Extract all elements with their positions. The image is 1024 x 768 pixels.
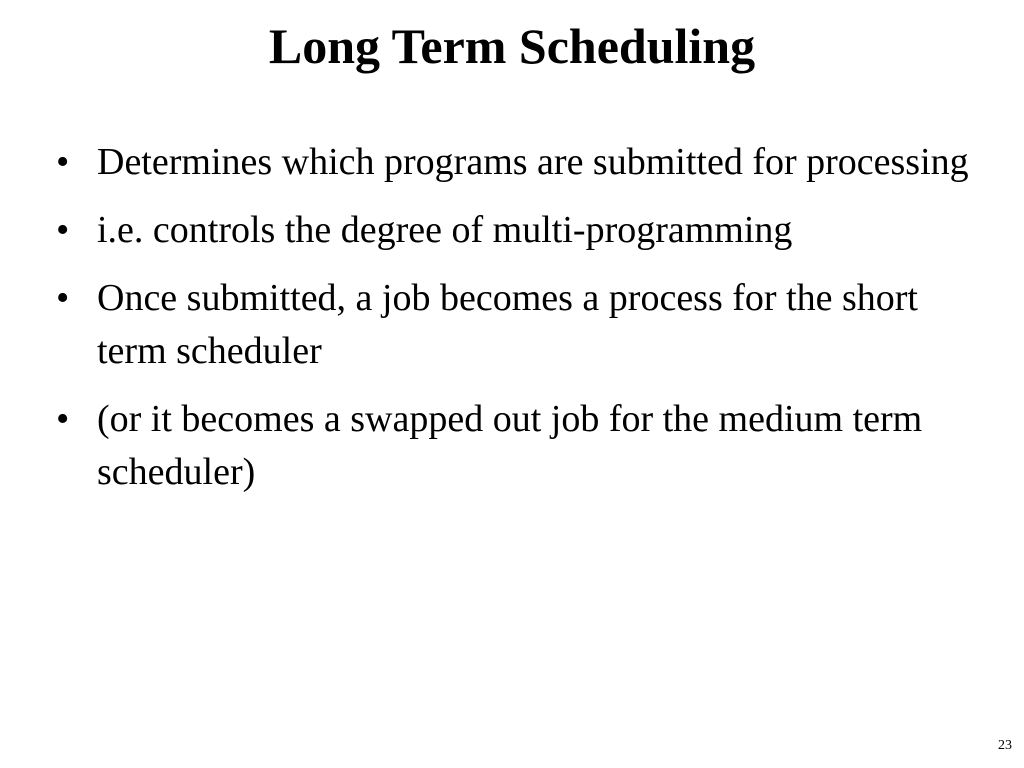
bullet-item — [56, 272, 976, 378]
bullet-text: (or it becomes a swapped out job for the medium term scheduler) — [97, 398, 923, 493]
bullet-icon: • — [56, 141, 70, 183]
slide-title: Long Term Scheduling — [268, 18, 756, 74]
bullet-text: Determines which programs are submitted for processing — [97, 141, 969, 183]
bullet-list — [56, 136, 976, 514]
bullet-text: i.e. controls the degree of multi-programming — [97, 209, 793, 251]
bullet-icon: • — [56, 398, 70, 440]
bullet-text: Once submitted, a job becomes a process for the short term scheduler — [97, 277, 918, 372]
bullet-icon: • — [56, 209, 70, 251]
page-number: 23 — [998, 738, 1012, 753]
bullet-item — [56, 204, 976, 257]
bullet-item — [56, 136, 976, 189]
bullet-icon: • — [56, 277, 70, 319]
bullet-item — [56, 393, 976, 499]
